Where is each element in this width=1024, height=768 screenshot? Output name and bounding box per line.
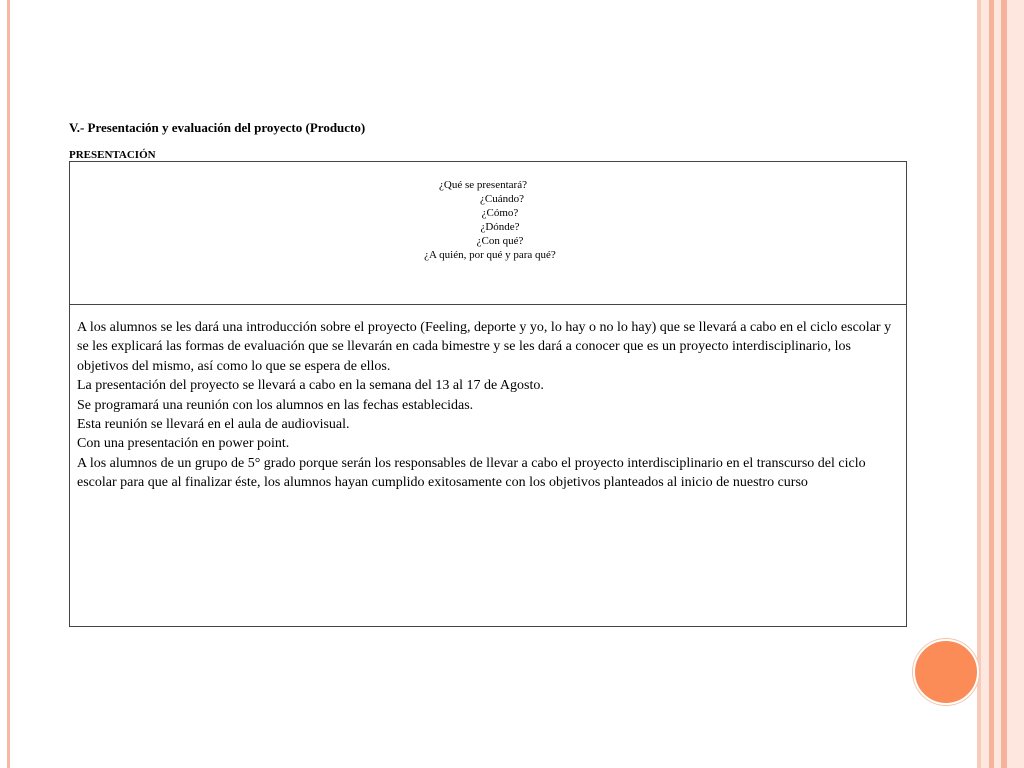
presentation-table xyxy=(69,161,907,627)
paragraph: Esta reunión se llevará en el aula de audiovisual. xyxy=(77,417,350,433)
right-decorative-stripe xyxy=(1007,0,1024,768)
paragraph: La presentación del proyecto se llevará a cabo en la semana del 13 al 17 de Agosto. xyxy=(77,378,544,394)
slide-heading: V.- Presentación y evaluación del proyecto (Producto) xyxy=(69,120,366,135)
section-label: PRESENTACIÓN xyxy=(69,149,156,161)
paragraph: A los alumnos se les dará una introducción sobre el proyecto (Feeling, deporte y yo, lo hay o no lo hay) que se llevará a cabo en el ciclo escolar y se les explicará las formas de evaluación que se llevarán en cada bimestre y se les dará a conocer que es un proyecto interdisciplinario, los objetivos del mismo, así como lo que se espera de ellos. xyxy=(77,320,892,374)
answer-cell xyxy=(77,318,903,493)
question-line: ¿Cuándo? xyxy=(480,193,524,205)
question-line: ¿Cómo? xyxy=(481,207,519,219)
decorative-circle xyxy=(913,639,979,705)
paragraph: Se programará una reunión con los alumnos en las fechas establecidas. xyxy=(77,397,474,413)
right-decorative-stripe xyxy=(994,0,1001,768)
questions-cell xyxy=(70,162,906,305)
question-line: ¿Dónde? xyxy=(480,221,520,233)
left-decorative-rule xyxy=(7,0,10,768)
question-line: ¿Qué se presentará? xyxy=(439,179,527,191)
question-line: ¿Con qué? xyxy=(476,235,524,247)
question-line: ¿A quién, por qué y para qué? xyxy=(424,249,556,261)
paragraph: Con una presentación en power point. xyxy=(77,436,290,452)
paragraph: A los alumnos de un grupo de 5° grado porque serán los responsables de llevar a cabo el proyecto interdisciplinario en el transcurso del ciclo escolar para que al finalizar éste, los alumnos hayan cumplido exitosamente con los objetivos planteados al inicio de nuestro curso xyxy=(77,455,866,491)
right-decorative-stripe xyxy=(981,0,989,768)
